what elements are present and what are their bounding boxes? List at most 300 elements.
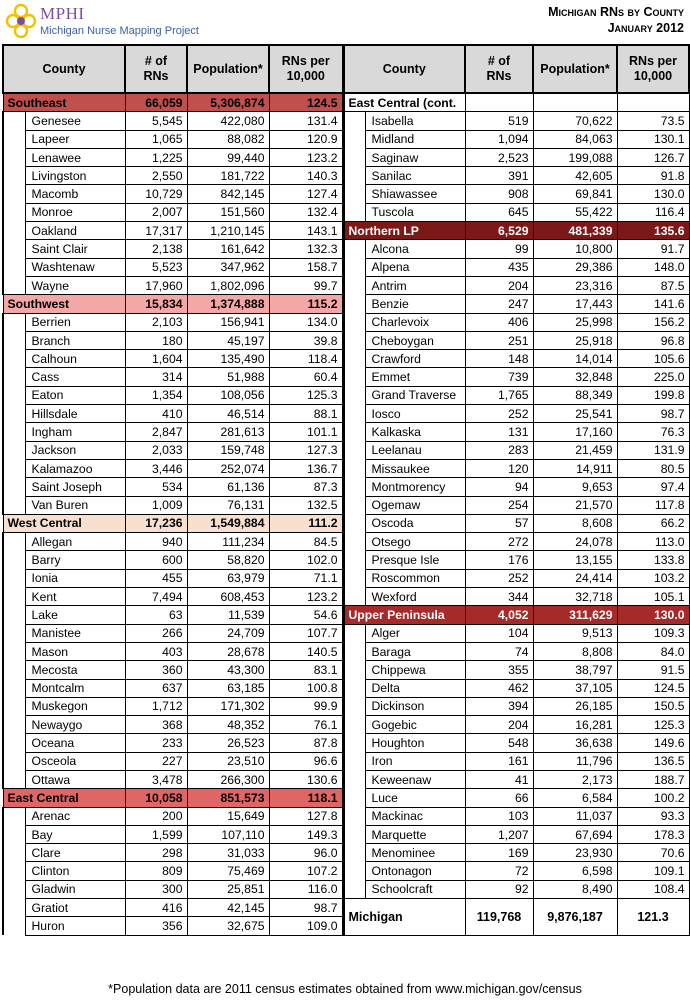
population-value <box>533 93 617 112</box>
population-value: 159,748 <box>187 441 269 459</box>
rate-value: 73.5 <box>617 112 689 130</box>
indent-cell <box>3 459 25 477</box>
rns-value: 180 <box>125 331 187 349</box>
population-value: 61,136 <box>187 478 269 496</box>
county-name: Clinton <box>25 862 125 880</box>
rate-value: 127.4 <box>269 185 343 203</box>
county-name: Monroe <box>25 203 125 221</box>
rns-value: 17,960 <box>125 276 187 294</box>
county-name: Bay <box>25 825 125 843</box>
population-value: 608,453 <box>187 588 269 606</box>
county-name: Otsego <box>365 533 465 551</box>
rns-value: 251 <box>465 331 533 349</box>
indent-cell <box>343 405 365 423</box>
county-name: Arenac <box>25 807 125 825</box>
indent-cell <box>3 258 25 276</box>
population-value: 26,523 <box>187 734 269 752</box>
table-row <box>3 313 689 331</box>
rns-value: 103 <box>465 807 533 825</box>
county-name: Genesee <box>25 112 125 130</box>
indent-cell <box>343 716 365 734</box>
table-row <box>3 148 689 166</box>
table-row <box>3 716 689 734</box>
table-row <box>3 569 689 587</box>
indent-cell <box>343 551 365 569</box>
table-row <box>3 478 689 496</box>
population-value: 17,443 <box>533 295 617 313</box>
rate-value: 109.3 <box>617 624 689 642</box>
population-value: 11,539 <box>187 606 269 624</box>
county-name: Jackson <box>25 441 125 459</box>
county-name: Leelanau <box>365 441 465 459</box>
table-row <box>3 642 689 660</box>
rns-value: 360 <box>125 661 187 679</box>
rate-value: 225.0 <box>617 368 689 386</box>
rate-value: 76.1 <box>269 716 343 734</box>
rate-value: 143.1 <box>269 222 343 240</box>
rns-value: 3,446 <box>125 459 187 477</box>
table-row <box>3 203 689 221</box>
county-name: Barry <box>25 551 125 569</box>
rns-value: 254 <box>465 496 533 514</box>
county-name: Ottawa <box>25 770 125 788</box>
title-line-2: January 2012 <box>607 21 684 35</box>
county-name: Montcalm <box>25 679 125 697</box>
rate-value: 83.1 <box>269 661 343 679</box>
county-name: Oakland <box>25 222 125 240</box>
population-value: 10,800 <box>533 240 617 258</box>
rate-value: 60.4 <box>269 368 343 386</box>
org-abbreviation: MPHI <box>40 4 85 23</box>
county-name: Cass <box>25 368 125 386</box>
indent-cell <box>3 862 25 880</box>
county-name: Montmorency <box>365 478 465 496</box>
rate-value: 125.3 <box>617 716 689 734</box>
rate-value: 91.7 <box>617 240 689 258</box>
rns-value: 600 <box>125 551 187 569</box>
rns-value: 10,729 <box>125 185 187 203</box>
table-row <box>3 93 689 112</box>
rns-value: 2,523 <box>465 148 533 166</box>
rate-value: 118.1 <box>269 789 343 807</box>
col-county-left: County <box>3 45 125 93</box>
population-value: 88,082 <box>187 130 269 148</box>
indent-cell <box>3 167 25 185</box>
population-value: 32,848 <box>533 368 617 386</box>
county-name: Sanilac <box>365 167 465 185</box>
county-name: Ogemaw <box>365 496 465 514</box>
table-row <box>3 240 689 258</box>
rns-value: 2,103 <box>125 313 187 331</box>
rate-value: 158.7 <box>269 258 343 276</box>
rate-value: 140.3 <box>269 167 343 185</box>
indent-cell <box>3 807 25 825</box>
indent-cell <box>343 734 365 752</box>
rns-value: 272 <box>465 533 533 551</box>
rate-value: 70.6 <box>617 844 689 862</box>
county-name: Schoolcraft <box>365 880 465 898</box>
county-name: Gladwin <box>25 880 125 898</box>
rate-value: 156.2 <box>617 313 689 331</box>
rns-value: 169 <box>465 844 533 862</box>
population-value: 69,841 <box>533 185 617 203</box>
rate-value: 123.2 <box>269 588 343 606</box>
rate-value: 136.5 <box>617 752 689 770</box>
county-name: Saint Clair <box>25 240 125 258</box>
county-name: Crawford <box>365 350 465 368</box>
population-value: 13,155 <box>533 551 617 569</box>
population-value: 63,979 <box>187 569 269 587</box>
indent-cell <box>343 514 365 532</box>
county-name: Allegan <box>25 533 125 551</box>
rate-value: 199.8 <box>617 386 689 404</box>
rate-value: 109.1 <box>617 862 689 880</box>
population-value: 8,490 <box>533 880 617 898</box>
table-row <box>3 551 689 569</box>
county-name: Iron <box>365 752 465 770</box>
table-row <box>3 661 689 679</box>
population-value: 6,584 <box>533 789 617 807</box>
table-row <box>3 588 689 606</box>
county-name: Grand Traverse <box>365 386 465 404</box>
rns-value: 403 <box>125 642 187 660</box>
rns-value: 252 <box>465 569 533 587</box>
county-name: Marquette <box>365 825 465 843</box>
rns-value: 94 <box>465 478 533 496</box>
rate-value: 116.0 <box>269 880 343 898</box>
population-value: 281,613 <box>187 423 269 441</box>
population-value: 36,638 <box>533 734 617 752</box>
county-name: Luce <box>365 789 465 807</box>
indent-cell <box>3 551 25 569</box>
population-value: 76,131 <box>187 496 269 514</box>
indent-cell <box>343 789 365 807</box>
table-row <box>3 899 689 917</box>
population-value: 21,459 <box>533 441 617 459</box>
county-name: Midland <box>365 130 465 148</box>
population-value: 55,422 <box>533 203 617 221</box>
table-row <box>3 606 689 624</box>
county-name: Houghton <box>365 734 465 752</box>
population-value: 2,173 <box>533 770 617 788</box>
county-name: Osceola <box>25 752 125 770</box>
rns-value: 455 <box>125 569 187 587</box>
rate-value: 131.9 <box>617 441 689 459</box>
indent-cell <box>3 752 25 770</box>
rate-value: 130.6 <box>269 770 343 788</box>
population-value: 266,300 <box>187 770 269 788</box>
rns-value: 4,052 <box>465 606 533 624</box>
rns-value: 406 <box>465 313 533 331</box>
population-value: 99,440 <box>187 148 269 166</box>
indent-cell <box>343 350 365 368</box>
rate-value: 131.4 <box>269 112 343 130</box>
population-value: 58,820 <box>187 551 269 569</box>
rate-value: 134.0 <box>269 313 343 331</box>
rate-value: 111.2 <box>269 514 343 532</box>
table-row <box>3 752 689 770</box>
rate-value: 66.2 <box>617 514 689 532</box>
rns-value: 645 <box>465 203 533 221</box>
table-row <box>3 276 689 294</box>
table-row <box>3 167 689 185</box>
population-value: 107,110 <box>187 825 269 843</box>
rate-value: 127.8 <box>269 807 343 825</box>
indent-cell <box>343 533 365 551</box>
col-population-left: Population* <box>187 45 269 93</box>
population-value: 111,234 <box>187 533 269 551</box>
rate-value: 99.9 <box>269 697 343 715</box>
population-value: 17,160 <box>533 423 617 441</box>
table-row <box>3 624 689 642</box>
indent-cell <box>343 331 365 349</box>
indent-cell <box>3 368 25 386</box>
county-name: Benzie <box>365 295 465 313</box>
county-name: Wexford <box>365 588 465 606</box>
rate-value: 105.1 <box>617 588 689 606</box>
rns-value: 233 <box>125 734 187 752</box>
rns-value: 148 <box>465 350 533 368</box>
rate-value: 132.3 <box>269 240 343 258</box>
population-value: 151,560 <box>187 203 269 221</box>
state-total-rns: 119,768 <box>465 899 533 936</box>
rate-value: 99.7 <box>269 276 343 294</box>
table-row <box>3 386 689 404</box>
rns-value: 1,065 <box>125 130 187 148</box>
population-value: 25,998 <box>533 313 617 331</box>
population-value: 84,063 <box>533 130 617 148</box>
table-row <box>3 862 689 880</box>
indent-cell <box>343 148 365 166</box>
table-row <box>3 405 689 423</box>
rate-value: 140.5 <box>269 642 343 660</box>
rate-value: 97.4 <box>617 478 689 496</box>
rate-value: 105.6 <box>617 350 689 368</box>
rns-value: 66,059 <box>125 93 187 112</box>
population-value: 75,469 <box>187 862 269 880</box>
rate-value: 100.2 <box>617 789 689 807</box>
population-value: 311,629 <box>533 606 617 624</box>
county-name: Cheboygan <box>365 331 465 349</box>
state-total-rate: 121.3 <box>617 899 689 936</box>
indent-cell <box>3 423 25 441</box>
indent-cell <box>3 917 25 935</box>
indent-cell <box>3 276 25 294</box>
col-per10k-right: RNs per 10,000 <box>617 45 689 93</box>
population-value: 25,918 <box>533 331 617 349</box>
rate-value: 118.4 <box>269 350 343 368</box>
county-name: Oscoda <box>365 514 465 532</box>
rns-value: 1,225 <box>125 148 187 166</box>
rns-value: 1,765 <box>465 386 533 404</box>
county-name: Mason <box>25 642 125 660</box>
rns-value: 1,599 <box>125 825 187 843</box>
population-value: 8,608 <box>533 514 617 532</box>
table-row <box>3 423 689 441</box>
rns-value: 104 <box>465 624 533 642</box>
table-row <box>3 844 689 862</box>
population-value: 8,808 <box>533 642 617 660</box>
indent-cell <box>343 825 365 843</box>
rns-value: 940 <box>125 533 187 551</box>
indent-cell <box>3 844 25 862</box>
table-row <box>3 880 689 898</box>
rate-value: 87.8 <box>269 734 343 752</box>
population-value: 51,988 <box>187 368 269 386</box>
col-rns-right: # of RNs <box>465 45 533 93</box>
county-name: Presque Isle <box>365 551 465 569</box>
indent-cell <box>3 679 25 697</box>
indent-cell <box>3 441 25 459</box>
rate-value: 120.9 <box>269 130 343 148</box>
rns-value: 266 <box>125 624 187 642</box>
population-value: 422,080 <box>187 112 269 130</box>
rns-value: 356 <box>125 917 187 935</box>
population-value: 48,352 <box>187 716 269 734</box>
rns-value: 131 <box>465 423 533 441</box>
table-row <box>3 514 689 532</box>
page-title <box>548 4 684 36</box>
population-value: 11,037 <box>533 807 617 825</box>
indent-cell <box>3 350 25 368</box>
population-value: 25,851 <box>187 880 269 898</box>
indent-cell <box>343 770 365 788</box>
state-total-label: Michigan <box>343 899 465 936</box>
footnote: *Population data are 2011 census estimates obtained from www.michigan.gov/census <box>108 982 582 996</box>
rns-value: 63 <box>125 606 187 624</box>
county-name: Eaton <box>25 386 125 404</box>
rate-value: 80.5 <box>617 459 689 477</box>
county-name: Mecosta <box>25 661 125 679</box>
rns-value: 637 <box>125 679 187 697</box>
county-name: Muskegon <box>25 697 125 715</box>
rns-value: 57 <box>465 514 533 532</box>
population-value: 43,300 <box>187 661 269 679</box>
rns-value: 252 <box>465 405 533 423</box>
rate-value: 130.0 <box>617 185 689 203</box>
rns-value: 1,207 <box>465 825 533 843</box>
county-name: Gratiot <box>25 899 125 917</box>
rate-value: 123.2 <box>269 148 343 166</box>
county-name: Iosco <box>365 405 465 423</box>
population-value: 32,675 <box>187 917 269 935</box>
region-name: Southwest <box>3 295 125 313</box>
rate-value: 115.2 <box>269 295 343 313</box>
population-value: 24,709 <box>187 624 269 642</box>
rns-value: 1,094 <box>465 130 533 148</box>
county-name: Newaygo <box>25 716 125 734</box>
population-value: 181,722 <box>187 167 269 185</box>
indent-cell <box>3 386 25 404</box>
table-row <box>3 222 689 240</box>
county-name: Gogebic <box>365 716 465 734</box>
population-value: 347,962 <box>187 258 269 276</box>
indent-cell <box>3 405 25 423</box>
rns-value: 1,712 <box>125 697 187 715</box>
population-value: 1,549,884 <box>187 514 269 532</box>
rate-value: 71.1 <box>269 569 343 587</box>
county-name: Saginaw <box>365 148 465 166</box>
rate-value: 107.7 <box>269 624 343 642</box>
population-value: 171,302 <box>187 697 269 715</box>
table-row <box>3 679 689 697</box>
rns-value: 908 <box>465 185 533 203</box>
rns-value: 2,007 <box>125 203 187 221</box>
population-value: 88,349 <box>533 386 617 404</box>
population-value: 23,316 <box>533 276 617 294</box>
table-row <box>3 112 689 130</box>
indent-cell <box>3 240 25 258</box>
population-value: 23,930 <box>533 844 617 862</box>
indent-cell <box>343 185 365 203</box>
population-value: 42,145 <box>187 899 269 917</box>
table-row <box>3 825 689 843</box>
rate-value: 132.4 <box>269 203 343 221</box>
rate-value: 116.4 <box>617 203 689 221</box>
population-value: 25,541 <box>533 405 617 423</box>
rate-value: 96.8 <box>617 331 689 349</box>
indent-cell <box>3 148 25 166</box>
rate-value: 136.7 <box>269 459 343 477</box>
rns-value: 72 <box>465 862 533 880</box>
county-name: Shiawassee <box>365 185 465 203</box>
col-county-right: County <box>343 45 465 93</box>
indent-cell <box>3 734 25 752</box>
col-per10k-left: RNs per 10,000 <box>269 45 343 93</box>
indent-cell <box>343 459 365 477</box>
indent-cell <box>3 313 25 331</box>
population-value: 11,796 <box>533 752 617 770</box>
population-value: 6,598 <box>533 862 617 880</box>
table-row <box>3 185 689 203</box>
region-continued-label: East Central (cont. <box>343 93 465 112</box>
county-name: Dickinson <box>365 697 465 715</box>
population-value: 21,570 <box>533 496 617 514</box>
county-name: Berrien <box>25 313 125 331</box>
population-value: 9,653 <box>533 478 617 496</box>
indent-cell <box>343 240 365 258</box>
indent-cell <box>343 441 365 459</box>
population-value: 199,088 <box>533 148 617 166</box>
population-value: 156,941 <box>187 313 269 331</box>
population-value: 842,145 <box>187 185 269 203</box>
indent-cell <box>343 130 365 148</box>
rate-value: 109.0 <box>269 917 343 935</box>
table-row <box>3 496 689 514</box>
population-value: 108,056 <box>187 386 269 404</box>
county-name: Charlevoix <box>365 313 465 331</box>
rate-value: 149.3 <box>269 825 343 843</box>
table-row <box>3 697 689 715</box>
rns-value: 204 <box>465 276 533 294</box>
county-name: Branch <box>25 331 125 349</box>
population-value: 252,074 <box>187 459 269 477</box>
rns-value: 739 <box>465 368 533 386</box>
rate-value: 91.8 <box>617 167 689 185</box>
table-row <box>3 331 689 349</box>
population-value: 9,513 <box>533 624 617 642</box>
rate-value: 88.1 <box>269 405 343 423</box>
indent-cell <box>343 661 365 679</box>
rn-county-table <box>2 44 690 936</box>
indent-cell <box>3 496 25 514</box>
population-value: 70,622 <box>533 112 617 130</box>
rate-value: 113.0 <box>617 533 689 551</box>
indent-cell <box>3 203 25 221</box>
indent-cell <box>3 222 25 240</box>
county-name: Tuscola <box>365 203 465 221</box>
rns-value: 410 <box>125 405 187 423</box>
